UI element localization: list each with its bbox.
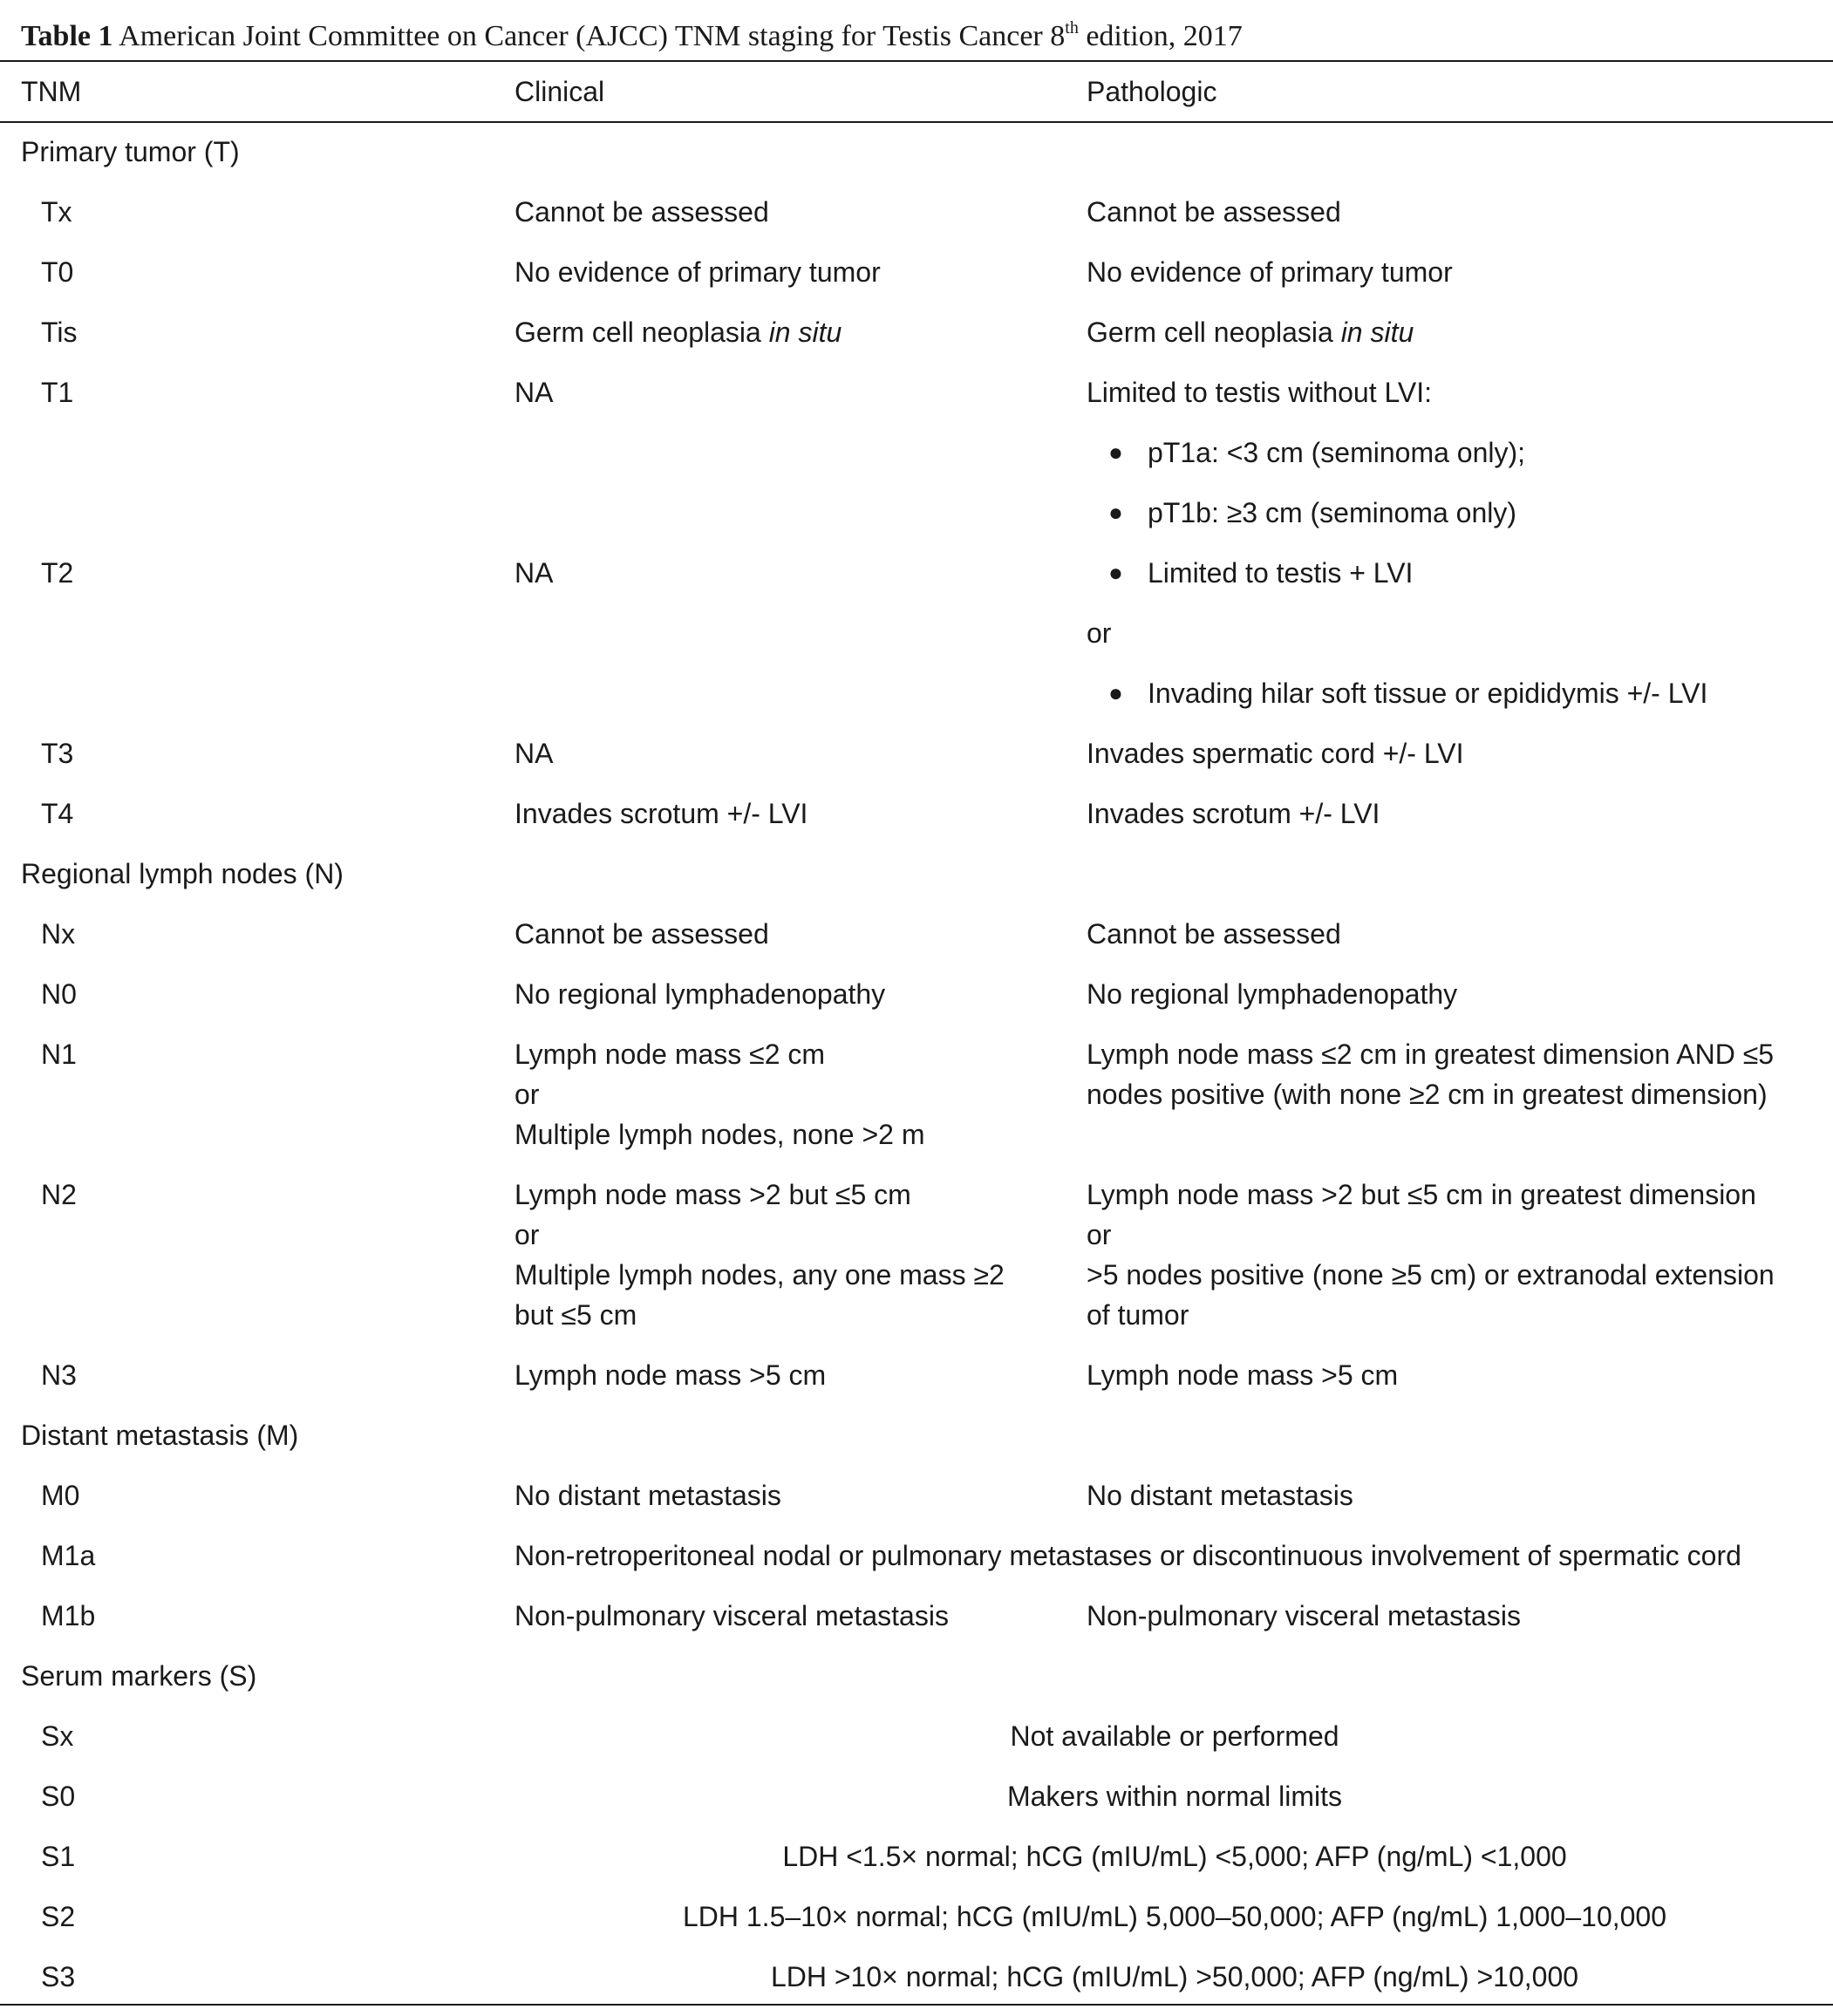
t3-clinical: NA [514,738,554,769]
stage-tx: Tx [41,196,72,228]
m0-pathologic: No distant metastasis [1087,1480,1353,1511]
tis-pathologic [1087,312,1414,352]
stage-n2: N2 [41,1179,77,1210]
tis-clinical-italic: in situ [768,317,842,348]
section-title-m: Distant metastasis (M) [21,1420,299,1451]
n1-clinical-line: Multiple lymph nodes, none >2 m [514,1119,925,1150]
t2-bullet-hilar: Invading hilar soft tissue or epididymis +/- LVI [1148,678,1708,709]
table-label: Table 1 [21,20,113,52]
bullet-icon: ● [1108,559,1123,586]
t0-pathologic: No evidence of primary tumor [1087,256,1453,288]
t2-or: or [1087,617,1112,649]
stage-n1: N1 [41,1039,77,1070]
stage-sx: Sx [41,1720,74,1752]
bullet-icon: ● [1108,679,1123,706]
n0-pathologic: No regional lymphadenopathy [1087,978,1458,1010]
tis-clinical-text: Germ cell neoplasia [514,317,769,348]
stage-n3: N3 [41,1359,77,1391]
tis-pathologic-text: Germ cell neoplasia [1087,317,1341,348]
n2-pathologic-line: >5 nodes positive (none ≥5 cm) or extranodal extension [1087,1259,1775,1291]
stage-s0: S0 [41,1781,76,1812]
stage-n0: N0 [41,978,77,1010]
m0-clinical: No distant metastasis [514,1480,781,1511]
header-clinical: Clinical [514,76,605,107]
n2-clinical-line: Multiple lymph nodes, any one mass ≥2 [514,1259,1005,1291]
bottom-rule [0,2004,1833,2006]
section-title-t: Primary tumor (T) [21,136,240,167]
n1-pathologic-line: Lymph node mass ≤2 cm in greatest dimension AND ≤5 [1087,1039,1775,1070]
m1b-clinical: Non-pulmonary visceral metastasis [514,1600,949,1631]
stage-t4: T4 [41,798,74,829]
top-rule [0,60,1833,62]
stage-t3: T3 [41,738,74,769]
nx-pathologic: Cannot be assessed [1087,918,1341,950]
stage-s3: S3 [41,1961,76,1992]
t1-bullet-pt1a: pT1a: <3 cm (seminoma only); [1148,437,1526,468]
n2-clinical-or: or [514,1219,540,1250]
stage-m0: M0 [41,1480,80,1511]
n1-clinical-or: or [514,1079,540,1110]
section-title-s: Serum markers (S) [21,1660,257,1692]
stage-s1: S1 [41,1841,76,1872]
bullet-icon: ● [1108,499,1123,526]
t2-bullet-lvi: Limited to testis + LVI [1148,557,1414,589]
n1-pathologic-line: nodes positive (with none ≥2 cm in greatest dimension) [1087,1079,1768,1110]
s2-value: LDH 1.5–10× normal; hCG (mIU/mL) 5,000–50,000; AFP (ng/mL) 1,000–10,000 [682,1901,1667,1932]
section-title-n: Regional lymph nodes (N) [21,858,344,889]
n3-clinical: Lymph node mass >5 cm [514,1359,827,1391]
s0-value: Makers within normal limits [1006,1781,1343,1812]
tis-pathologic-italic: in situ [1340,317,1414,348]
s1-value: LDH <1.5× normal; hCG (mIU/mL) <5,000; AFP (ng/mL) <1,000 [782,1841,1567,1872]
header-rule [0,121,1833,123]
stage-nx: Nx [41,918,76,950]
header-tnm: TNM [21,76,82,107]
t1-clinical: NA [514,377,554,408]
t4-clinical: Invades scrotum +/- LVI [514,798,808,829]
s3-value: LDH >10× normal; hCG (mIU/mL) >50,000; AFP (ng/mL) >10,000 [770,1961,1579,1992]
t1-pathologic: Limited to testis without LVI: [1087,377,1433,408]
t1-bullet-pt1b: pT1b: ≥3 cm (seminoma only) [1148,497,1517,528]
caption-text-end: edition, 2017 [1078,20,1243,52]
n2-pathologic-line: of tumor [1087,1299,1189,1331]
t4-pathologic: Invades scrotum +/- LVI [1087,798,1380,829]
nx-clinical: Cannot be assessed [514,918,769,950]
table-caption [21,17,1243,56]
caption-text: American Joint Committee on Cancer (AJCC) TNM staging for Testis Cancer 8 [112,20,1066,52]
stage-t0: T0 [41,256,74,288]
n1-clinical-line: Lymph node mass ≤2 cm [514,1039,826,1070]
t3-pathologic: Invades spermatic cord +/- LVI [1087,738,1464,769]
tx-pathologic: Cannot be assessed [1087,196,1341,228]
tis-clinical [514,312,842,352]
m1a-combined: Non-retroperitoneal nodal or pulmonary metastases or discontinuous involvement of spermatic cord [514,1540,1741,1571]
tx-clinical: Cannot be assessed [514,196,769,228]
n2-clinical-line: Lymph node mass >2 but ≤5 cm [514,1179,911,1210]
stage-t2: T2 [41,557,74,589]
stage-s2: S2 [41,1901,76,1932]
n3-pathologic: Lymph node mass >5 cm [1087,1359,1399,1391]
stage-tis: Tis [41,317,78,348]
stage-m1a: M1a [41,1540,96,1571]
header-pathologic: Pathologic [1087,76,1217,107]
n2-pathologic-line: Lymph node mass >2 but ≤5 cm in greatest dimension [1087,1179,1756,1210]
n0-clinical: No regional lymphadenopathy [514,978,886,1010]
n2-pathologic-or: or [1087,1219,1112,1250]
t0-clinical: No evidence of primary tumor [514,256,881,288]
stage-m1b: M1b [41,1600,96,1631]
n2-clinical-line: but ≤5 cm [514,1299,637,1331]
t2-clinical: NA [514,557,554,589]
m1b-pathologic: Non-pulmonary visceral metastasis [1087,1600,1521,1631]
bullet-icon: ● [1108,439,1123,466]
stage-t1: T1 [41,377,74,408]
caption-superscript: th [1065,18,1079,37]
sx-value: Not available or performed [1010,1720,1339,1752]
